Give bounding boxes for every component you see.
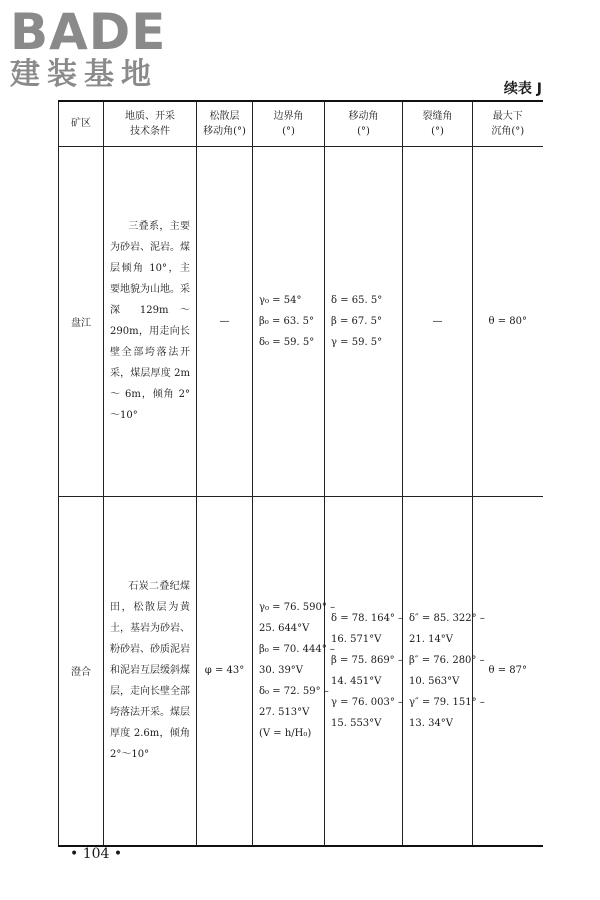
formula-line: δ = 78. 164° – (331, 612, 404, 624)
cell-mining-area: 澄合 (59, 496, 104, 846)
formula-line: 25. 644°V (259, 623, 310, 635)
formula-line: β = 67. 5° (331, 315, 382, 327)
formula-line: δ₀ = 72. 59° – (259, 686, 329, 698)
cell-max-subsidence-angle: θ = 87° (473, 496, 543, 846)
cell-boundary-angle (253, 146, 325, 496)
cell-boundary-angle (253, 496, 336, 846)
header-loose-layer-angle (197, 101, 253, 146)
header-line: 最大下 (492, 110, 523, 122)
header-line: 沉角(°) (491, 125, 525, 137)
formula-line: (V = h/H₀) (259, 728, 312, 740)
continued-table-label: 续表 J (503, 81, 542, 97)
formula-line: δ″ = 85. 322° – (409, 612, 485, 624)
watermark-logo (10, 3, 190, 92)
formula-line: β = 75. 869° – (331, 654, 403, 666)
formula-line: γ = 59. 5° (331, 336, 383, 348)
header-line: 移动角 (348, 110, 379, 122)
table-row (59, 496, 543, 846)
formula-line: 13. 34°V (409, 717, 454, 729)
table-row (59, 146, 543, 496)
formula-line: 21. 14°V (409, 633, 454, 645)
cell-crack-angle: — (403, 146, 473, 496)
formula-line: γ = 76. 003° – (331, 696, 404, 708)
formula-line: 15. 553°V (331, 717, 382, 729)
conditions-text: 三叠系，主要为砂岩、泥岩。煤层倾角 10°，主要地貌为山地。采深 129m ～290m，用走向长壁全部垮落法开采，煤层厚度 2m～ 6m，倾角 2°～10° (110, 221, 190, 421)
header-geology-conditions (104, 101, 197, 146)
formula-line: 16. 571°V (331, 633, 382, 645)
page-number: • 104 • (70, 846, 123, 862)
watermark-logo-cjk: 建装基地 (10, 57, 158, 92)
header-line: 移动角(°) (203, 125, 246, 137)
conditions-text: 石炭二叠纪煤田，松散层为黄土，基岩为砂岩、粉砂岩、砂质泥岩和泥岩互层缓斜煤层，走向长壁全部垮落法开采。煤层厚度 2.6m，倾角 2°～10° (110, 581, 190, 761)
cell-mining-area: 盘江 (59, 146, 104, 496)
cell-loose-layer-angle: — (197, 146, 253, 496)
header-line: 松散层 (209, 110, 240, 122)
formula-line: β″ = 76. 280° – (409, 654, 485, 666)
formula-line: 27. 513°V (259, 707, 310, 719)
header-line: 裂缝角 (422, 110, 453, 122)
formula-line: γ″ = 79. 151° – (409, 696, 485, 708)
header-line: 技术条件 (130, 125, 170, 137)
header-movement-angle (325, 101, 403, 146)
header-boundary-angle (253, 101, 325, 146)
formula-line: β₀ = 70. 444° – (259, 644, 335, 656)
header-line: (°) (431, 125, 444, 137)
cell-loose-layer-angle: φ = 43° (197, 496, 253, 846)
watermark-logo-latin: BADE (10, 3, 167, 61)
cell-crack-angle (403, 496, 485, 846)
cell-geology-conditions (104, 146, 197, 496)
header-max-subsidence-angle (473, 101, 543, 146)
header-line: 边界角 (273, 110, 304, 122)
formula-line: 30. 39°V (259, 665, 304, 677)
cell-max-subsidence-angle: θ = 80° (473, 146, 543, 496)
header-crack-angle (403, 101, 473, 146)
header-line: 地质、开采 (125, 110, 175, 122)
header-line: (°) (357, 125, 370, 137)
formula-line: 10. 563°V (409, 675, 460, 687)
cell-movement-angle (325, 146, 403, 496)
formula-line: 14. 451°V (331, 675, 382, 687)
header-line: (°) (282, 125, 295, 137)
formula-line: γ₀ = 76. 590° – (259, 602, 336, 614)
cell-geology-conditions (104, 496, 197, 846)
formula-line: β₀ = 63. 5° (259, 315, 314, 327)
cell-movement-angle (325, 496, 403, 846)
header-line: 矿区 (71, 118, 91, 130)
formula-line: γ₀ = 54° (259, 294, 302, 306)
formula-line: δ = 65. 5° (331, 294, 383, 306)
data-table (58, 100, 543, 847)
header-mining-area (59, 101, 104, 146)
formula-line: δ₀ = 59. 5° (259, 336, 315, 348)
table-header-row (59, 101, 543, 146)
